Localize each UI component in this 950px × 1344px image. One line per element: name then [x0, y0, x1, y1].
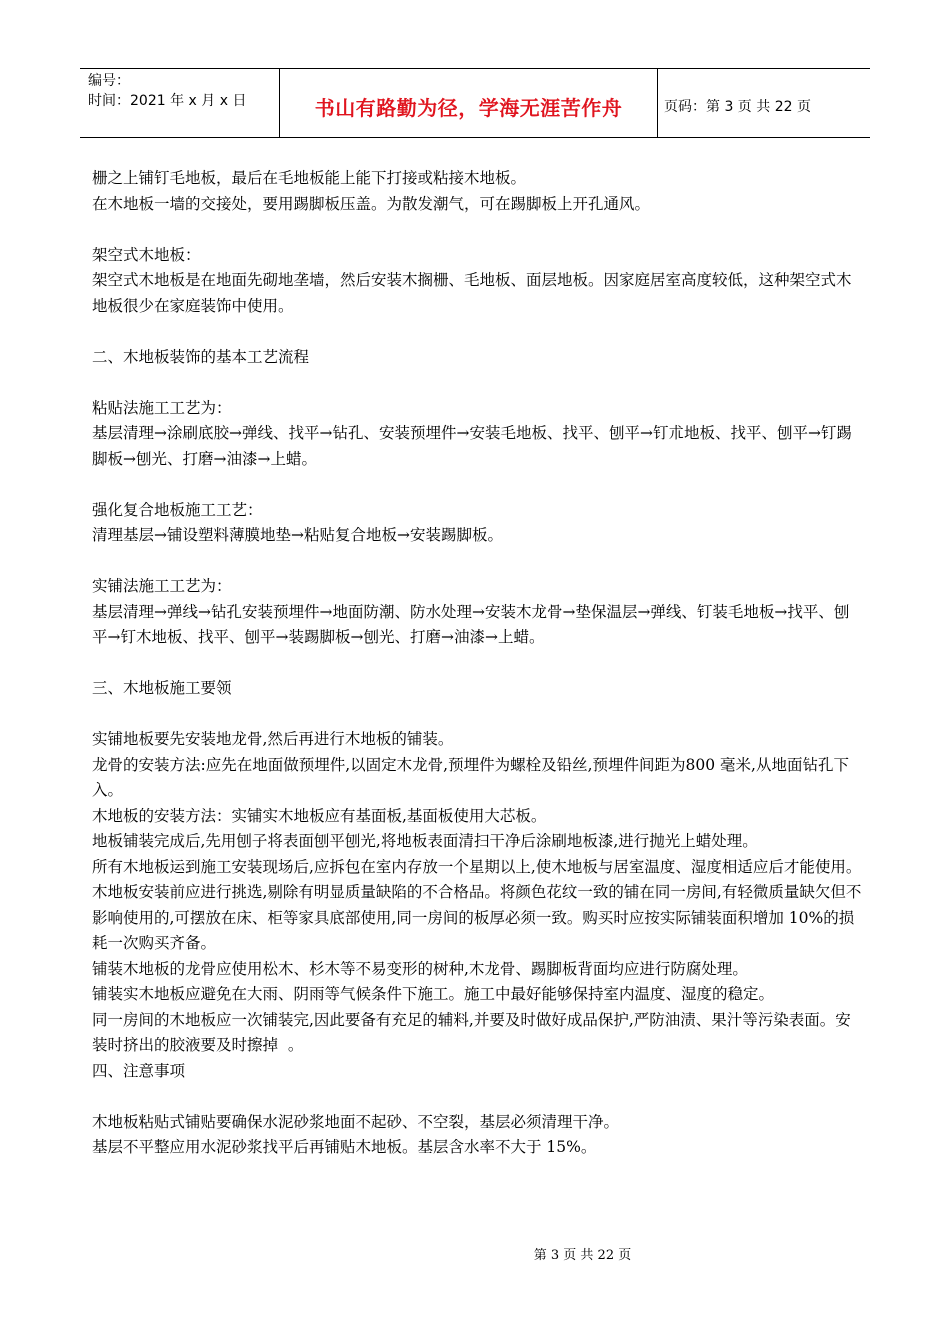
- blank-line: [92, 370, 862, 396]
- page-info-cell: [658, 69, 870, 137]
- blank-line: [92, 1084, 862, 1110]
- paragraph: 基层清理→涂刷底胶→弹线、找平→钻孔、安装预埋件→安装毛地板、找平、刨平→钉朮地板、找平、刨平→钉踢脚板→刨光、打磨→油漆→上蜡。: [92, 424, 852, 468]
- serial-number-label: 编号：: [88, 73, 130, 89]
- paragraph: 三、木地板施工要领: [92, 679, 232, 697]
- date-label: 时间：2021 年 x 月 x 日: [88, 93, 247, 109]
- paragraph: 实铺法施工工艺为：: [92, 577, 232, 595]
- paragraph: 在木地板一墙的交接处，要用踢脚板压盖。为散发潮气，可在踢脚板上开孔通风。: [92, 194, 651, 213]
- paragraph: 木地板的安装方法：实铺实木地板应有基面板,基面板使用大芯板。: [92, 806, 547, 825]
- paragraph: 所有木地板运到施工安装现场后,应拆包在室内存放一个星期以上,使木地板与居室温度、湿度相适应后才能使用。: [92, 857, 862, 876]
- document-body: [92, 166, 862, 1161]
- paragraph: 清理基层→铺设塑料薄膜地垫→粘贴复合地板→安装踢脚板。: [92, 526, 503, 544]
- paragraph: 实铺地板要先安装地龙骨,然后再进行木地板的铺装。: [92, 730, 454, 748]
- paragraph: 架空式木地板是在地面先砌地垄墙，然后安装木搁栅、毛地板、面层地板。因家庭居室高度较低，这种架空式木地板很少在家庭装饰中使用。: [92, 271, 852, 315]
- blank-line: [92, 319, 862, 345]
- paragraph: 二、木地板装饰的基本工艺流程: [92, 347, 310, 366]
- paragraph: 粘贴法施工工艺为：: [92, 398, 232, 417]
- blank-line: [92, 472, 862, 498]
- paragraph: 地板铺装完成后,先用刨子将表面刨平刨光,将地板表面清扫干净后涂刷地板漆,进行抛光上蜡处理。: [92, 832, 758, 850]
- blank-line: [92, 549, 862, 575]
- paragraph: 铺装木地板的龙骨应使用松木、杉木等不易变形的树种,木龙骨、踢脚板背面均应进行防腐处理。: [92, 959, 748, 978]
- blank-line: [92, 651, 862, 677]
- blank-line: [92, 702, 862, 728]
- paragraph: 木地板粘贴式铺贴要确保水泥砂浆地面不起砂、不空裂，基层必须清理干净。: [92, 1112, 620, 1131]
- paragraph: 架空式木地板：: [92, 245, 201, 264]
- paragraph: 龙骨的安装方法:应先在地面做预埋件,以固定木龙骨,预埋件为螺栓及铅丝,预埋件间距为800 毫米,从地面钻孔下入。: [92, 755, 849, 799]
- paragraph: 强化复合地板施工工艺：: [92, 500, 263, 519]
- paragraph: 同一房间的木地板应一次铺装完,因此要备有充足的辅料,并要及时做好成品保护,严防油渍、果汁等污染表面。安装时挤出的胶液要及时擦掉 。: [92, 1010, 851, 1054]
- footer-page-number: 第 3 页 共 22 页: [533, 1248, 632, 1263]
- header-table: [80, 68, 870, 138]
- motto-text: 书山有路勤为径，学海无涯苦作舟: [314, 95, 623, 120]
- paragraph: 四、注意事项: [92, 1061, 186, 1080]
- paragraph: 木地板安装前应进行挑选,剔除有明显质量缺陷的不合格品。将颜色花纹一致的铺在同一房间,有轻微质量缺欠但不影响使用的,可摆放在床、柜等家具底部使用,同一房间的板厚必须一致。购买时应按实际铺装面积增加 10%的损耗一次购买齐备。: [92, 883, 862, 952]
- header-meta-cell: [80, 69, 280, 137]
- paragraph: 基层清理→弹线→钻孔安装预埋件→地面防潮、防水处理→安装木龙骨→垫保温层→弹线、钉装毛地板→找平、刨平→钉木地板、找平、刨平→装踢脚板→刨光、打磨→油漆→上蜡。: [92, 602, 850, 646]
- motto-cell: [280, 69, 658, 137]
- page-info-text: 页码：第 3 页 共 22 页: [664, 99, 811, 115]
- page-footer: [0, 1244, 950, 1263]
- paragraph: 基层不平整应用水泥砂浆找平后再铺贴木地板。基层含水率不大于 15%。: [92, 1138, 597, 1156]
- paragraph: 铺装实木地板应避免在大雨、阴雨等气候条件下施工。施工中最好能够保持室内温度、湿度的稳定。: [92, 985, 775, 1003]
- paragraph: 栅之上铺钉毛地板，最后在毛地板能上能下打接或粘接木地板。: [92, 169, 527, 187]
- blank-line: [92, 217, 862, 243]
